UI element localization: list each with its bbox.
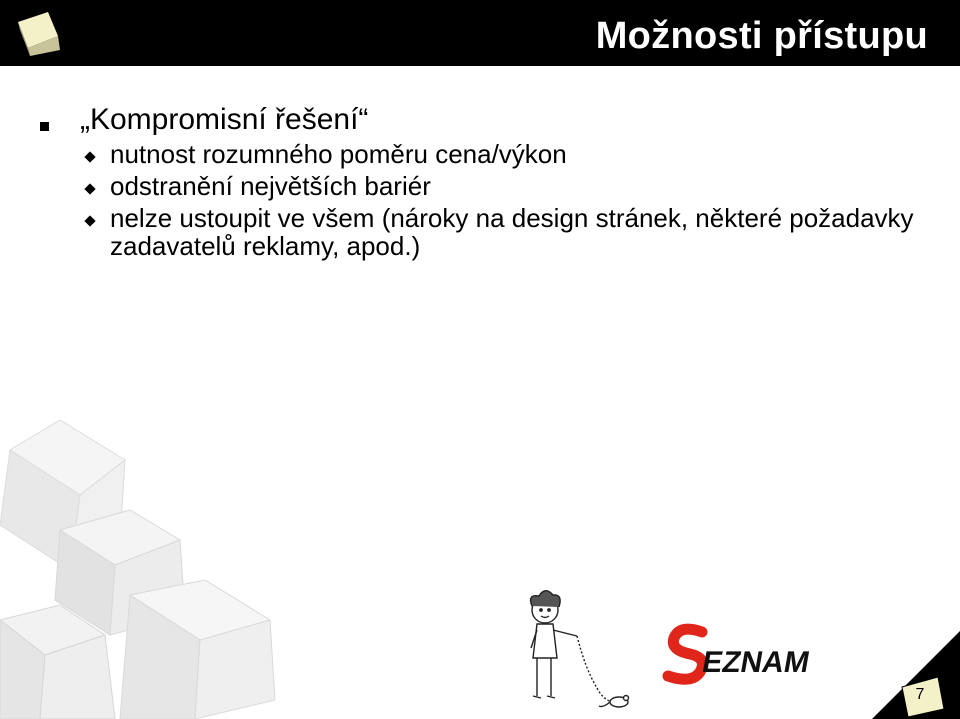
sub-bullet-text: odstranění největších bariér	[110, 171, 431, 201]
main-bullet	[40, 100, 940, 140]
page-number: 7	[915, 686, 925, 703]
sub-bullet-list	[40, 140, 940, 260]
seznam-logo-mark	[660, 620, 890, 690]
girl-with-mouse-illustration	[515, 588, 640, 719]
slide-title: Možnosti přístupu	[595, 15, 928, 57]
svg-text:EZNAM: EZNAM	[699, 646, 812, 679]
slide-content	[40, 100, 940, 264]
sub-bullet	[84, 140, 940, 168]
sub-bullet-text: nutnost rozumného poměru cena/výkon	[110, 139, 567, 169]
diamond-bullet-icon	[84, 183, 95, 194]
sub-bullet	[84, 204, 940, 260]
diamond-bullet-icon	[84, 151, 95, 162]
seznam-logo	[660, 620, 890, 690]
slide-header	[0, 0, 960, 66]
main-bullet-text: „Kompromisní řešení“	[80, 103, 369, 136]
diamond-bullet-icon	[84, 215, 95, 226]
sub-bullet-text: nelze ustoupit ve všem (nároky na design stránek, některé požadavky zadavatelů reklamy, apod.)	[110, 203, 914, 261]
stacked-cubes-illustration	[0, 420, 285, 719]
sub-bullet	[84, 172, 940, 200]
square-bullet-icon	[40, 122, 49, 131]
cube-icon	[12, 6, 68, 58]
